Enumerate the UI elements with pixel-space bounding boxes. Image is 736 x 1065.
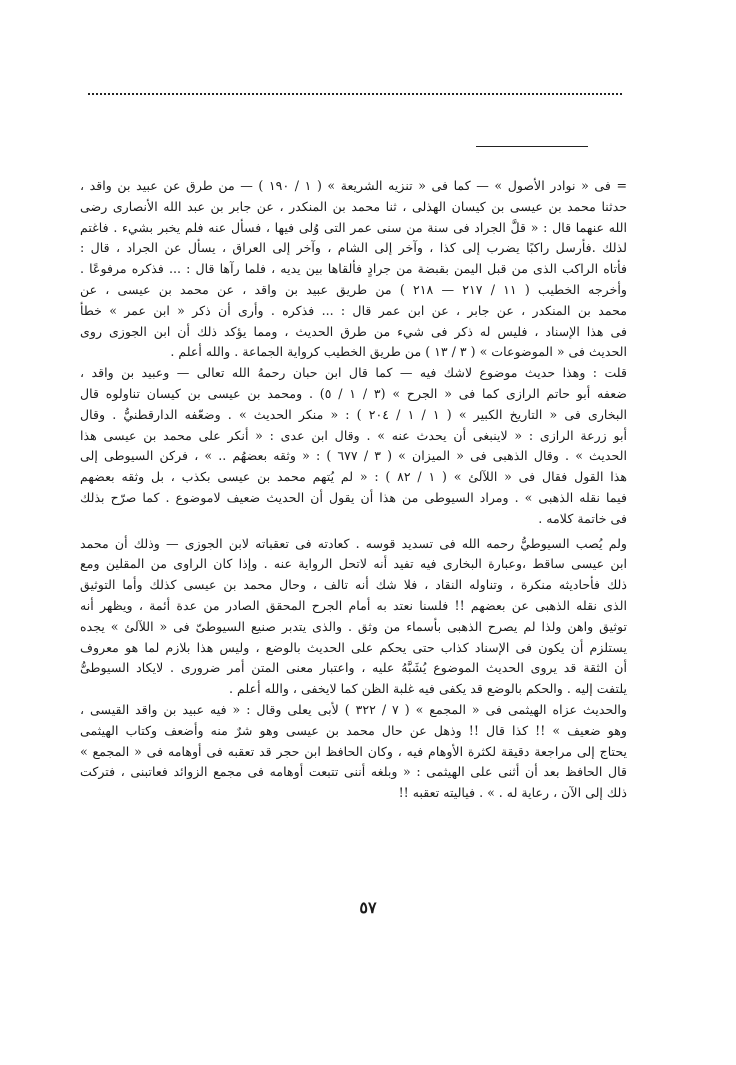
text-line: ذلك إلى الآن ، رعاية له . » . فياليته تعقبه !! bbox=[398, 785, 627, 801]
page-body bbox=[80, 176, 627, 804]
text-line: والحديث عزاه الهيثمى فى « المجمع » ( ٧ / ٣٢٢ ) لأبى يعلى وقال : « فيه عبيد بن واقد القيسى ، bbox=[80, 701, 627, 717]
text-line: البخارى فى « التاريخ الكبير » ( ١ / ١ / ٢٠٤ ) : « منكر الحديث » . وضعّفه الدارقطنيُّ . وقال bbox=[80, 406, 627, 422]
text-line: هذا القول فقال فى « اللآلئ » ( ١ / ٨٢ ) : « لم يُتهم محمد بن عيسى بكذب ، بل وثقه بعضهم bbox=[80, 469, 627, 485]
text-line: فيما نقله الذهبى » . ومراد السيوطى من هذا أن يقول أن الحديث ضعيف لاموضوع . كما صرّح بذلك bbox=[80, 489, 627, 505]
page-number: ٥٧ bbox=[359, 898, 377, 917]
footnote-rule bbox=[476, 146, 588, 147]
text-line: أبو زرعة الرازى : « لاينبغى أن يحدث عنه » . وقال ابن عدى : « أنكر على محمد بن عيسى هذا bbox=[80, 427, 627, 443]
critique-paragraph bbox=[80, 534, 627, 700]
text-line: قال الحافظ بعد أن أثنى على الهيثمى : « وبلغه أننى تتبعت أوهامه فى مجمع الزوائد فعاتبنى ، فتركت bbox=[80, 764, 627, 780]
text-line: الله عنهما قال : « قلَّ الجراد فى سنة من سنى عمر التى وُلى فيها ، فسأل عنه فلم يخبر بشيء . فاغتم bbox=[80, 219, 627, 235]
text-line: ولم يُصب السيوطيُّ رحمه الله فى تسديد قوسه . كعادته فى تعقباته لابن الجوزى — وذلك أن محمد bbox=[80, 535, 627, 551]
text-line: حدثنا محمد بن عيسى بن كيسان الهذلى ، ثنا محمد بن المنكدر ، عن جابر بن عبد الله الأنصارى رضى bbox=[80, 198, 627, 214]
text-line: ذلك فأحاديثه منكرة ، وتناوله النقاد ، فلا شك أنه تالف ، وحال محمد بن عيسى كذلك وأما التوثيق bbox=[80, 577, 627, 593]
text-line: أن الثقة قد يروى الحديث الموضوع يُشَبَّهُ عليه ، واعتبار معنى المتن أمر ضرورى . لايكاد السيوطىُّ bbox=[80, 660, 627, 676]
text-line: وهو ضعيف » !! كذا قال !! وذهل عن حال محمد بن عيسى وهو شرٌ منه وأضعف وكتاب الهيثمى bbox=[80, 722, 627, 738]
dotted-separator bbox=[88, 93, 622, 95]
text-line: لذلك .فأرسل راكبًا يضرب إلى كذا ، وآخر إلى الشام ، وآخر إلى العراق ، يسأل عن الجراد ، قال : bbox=[80, 240, 627, 256]
text-line: وأخرجه الخطيب ( ١١ / ٢١٧ — ٢١٨ ) من طريق عبيد بن واقد ، عن محمد بن عيسى ، عن bbox=[80, 281, 627, 297]
text-line: الذى نقله الذهبى عن بعضهم !! فلسنا نعتد به أمام الجرح المحقق الصادر من عدة أئمة ، ويظهر أنه bbox=[80, 597, 627, 613]
text-line: ضعفه أبو حاتم الرازى كما فى « الجرح » (٣ / ١ / ٥) . ومحمد بن عيسى بن كيسان تناولوه قال bbox=[80, 385, 627, 401]
text-line: يستلزم أن يكون فى الإسناد كذاب حتى يحكم على الحديث بالوضع ، وليس هذا بلازم لما هو معروف bbox=[80, 639, 627, 655]
text-line: فأتاه الراكب الذى من قبل اليمن بقبضة من جرادٍ فألقاها بين يديه ، فلما رآها قال : ... فذكره مرفوعًا . bbox=[80, 261, 627, 277]
text-line: الحديث » . وقال الذهبى فى « الميزان » ( ٣ / ٦٧٧ ) : « وثقه بعضهُم .. » ، فركن السيوطى إلى bbox=[80, 448, 627, 464]
text-line: الحديث فى « الموضوعات » ( ٣ / ١٣ ) من طريق الخطيب كرواية الجماعة . والله أعلم . bbox=[170, 344, 627, 360]
text-line: فى خاتمة كلامه . bbox=[538, 510, 627, 526]
text-line: محمد بن المنكدر ، عن جابر ، عن ابن عمر قال : ... فذكره . وأرى أن ذكر « ابن عمر » خطأ bbox=[80, 302, 627, 318]
text-line: يحتاج إلى مراجعة دقيقة لكثرة الأوهام فيه ، وكان الحافظ ابن حجر قد تعقبه فى أوهامه فى « المجمع » bbox=[80, 743, 627, 759]
text-line: فى هذا الإسناد ، فليس له ذكر فى شيء من طرق الحديث ، ومما يؤكد ذلك أن ابن الجوزى روى bbox=[80, 323, 627, 339]
text-line: توثيق واهن ولذا لم يصرح الذهبى بأسماء من وثق . والذى يتدبر صنيع السيوطىّ فى « اللآلئ » يجده bbox=[80, 618, 627, 634]
haythami-paragraph bbox=[80, 700, 627, 804]
footnote-paragraph bbox=[80, 176, 627, 363]
text-line: يلتفت إليه . والحكم بالوضع قد يكفى فيه غلبة الظن كما لايخفى ، والله أعلم . bbox=[229, 681, 627, 697]
text-line: = فى « نوادر الأصول » — كما فى « تنزيه الشريعة » ( ١ / ١٩٠ ) — من طرق عن عبيد بن واقد ، bbox=[80, 178, 627, 193]
comment-paragraph bbox=[80, 363, 627, 529]
text-line: قلت : وهذا حديث موضوع لاشك فيه — كما قال ابن حبان رحمهُ الله تعالى — وعبيد بن واقد ، bbox=[80, 365, 627, 381]
text-line: ابن عيسى ساقط ،وعبارة البخارى فيه تفيد أنه لاتحل الرواية عنه . وإذا كان الراوى من المقلين ومع bbox=[80, 556, 627, 572]
